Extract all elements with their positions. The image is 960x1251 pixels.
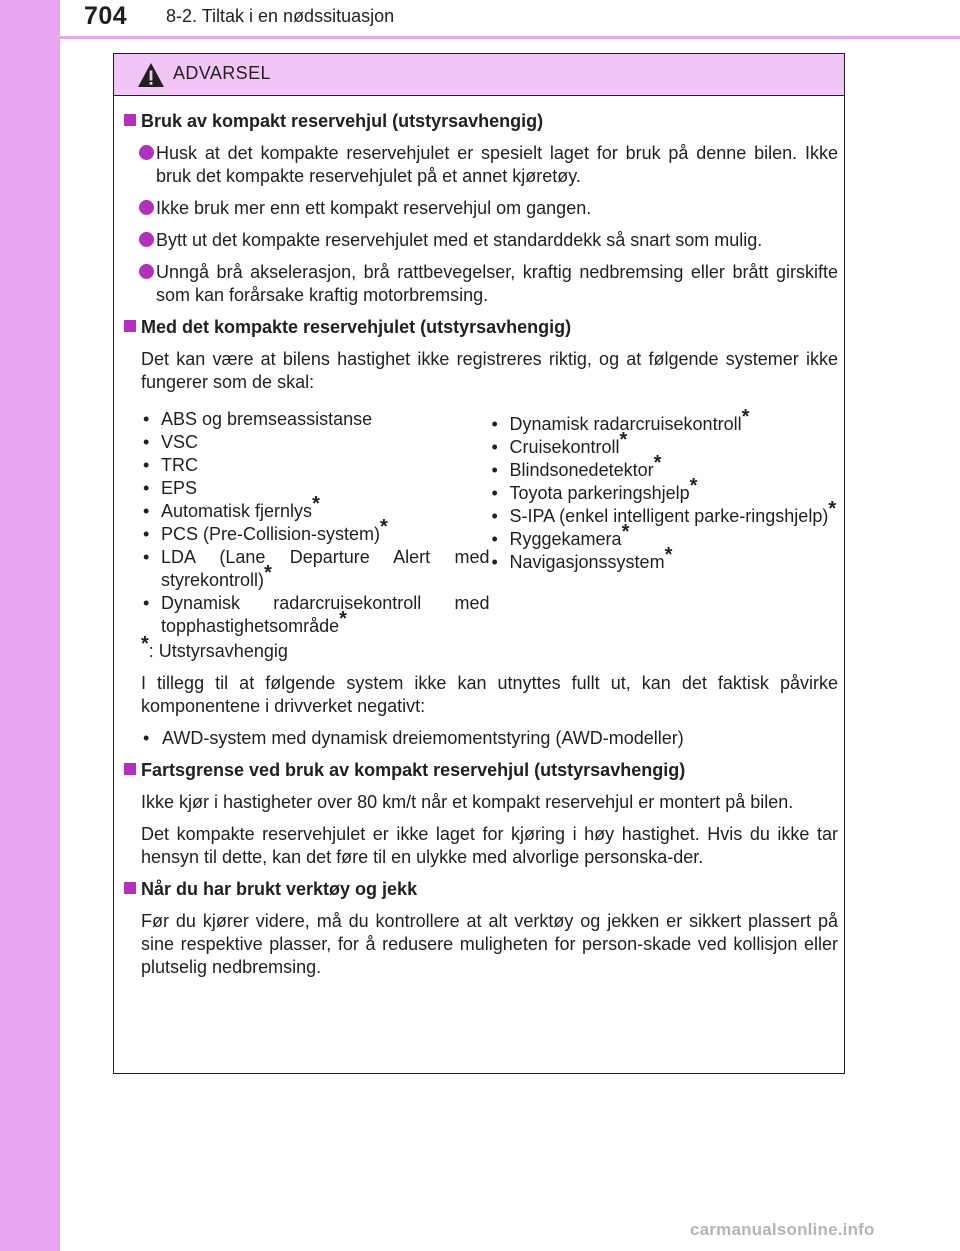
list-item: • ABS og bremseassistanse <box>143 409 373 429</box>
page-margin-band <box>0 0 60 1251</box>
left-column <box>141 408 490 638</box>
list-item: • LDA (Lane Departure Alert med styrekontroll)* <box>143 547 490 590</box>
footnote-star: * <box>380 516 388 538</box>
footnote-star: * <box>664 544 673 566</box>
warning-label: ADVARSEL <box>173 63 271 83</box>
footnote-star: * <box>619 429 628 451</box>
warning-content <box>124 110 838 988</box>
footnote-star: * <box>264 562 272 584</box>
paragraph: Det kan være at bilens hastighet ikke registreres riktig, og at følgende systemer ikke fungerer som de skal: <box>141 349 838 392</box>
header-divider <box>60 36 960 39</box>
footnote-star: * <box>312 493 320 515</box>
section-heading: Når du har brukt verktøy og jekk <box>124 878 838 901</box>
warning-triangle-icon <box>137 62 165 88</box>
square-bullet-icon <box>124 114 136 126</box>
section-heading: Bruk av kompakt reservehjul (utstyrsavhengig) <box>124 110 838 133</box>
warning-box <box>113 53 845 1074</box>
affected-systems-list <box>124 408 838 638</box>
square-bullet-icon <box>124 882 136 894</box>
footnote-star: * <box>653 452 662 474</box>
drivetrain-list <box>124 727 838 750</box>
list-item: • Blindsonedetektor* <box>491 452 662 480</box>
circle-bullet-icon <box>139 145 154 160</box>
list-item: • Dynamisk radarcruisekontroll med topphastighetsområde* <box>143 593 490 636</box>
list-item: • Toyota parkeringshjelp* <box>491 475 698 503</box>
list-item: • AWD-system med dynamisk dreiemomentstyring (AWD-modeller) <box>143 728 684 748</box>
section-heading: Med det kompakte reservehjulet (utstyrsavhengig) <box>124 316 838 339</box>
list-item: • Cruisekontroll* <box>491 429 628 457</box>
list-item: • Dynamisk radarcruisekontroll* <box>491 406 750 434</box>
paragraph: I tillegg til at følgende system ikke kan utnyttes fullt ut, kan det faktisk påvirke komponentene i drivverket negativt: <box>141 673 838 716</box>
page-number: 704 <box>84 2 128 30</box>
list-item: • Automatisk fjernlys* <box>143 493 320 521</box>
list-item: Unngå brå akselerasjon, brå rattbevegelser, kraftig nedbremsing eller brått girskifte som kan forårsake kraftig motorbremsing. <box>124 261 838 307</box>
square-bullet-icon <box>124 320 136 332</box>
list-item: • EPS <box>143 478 198 498</box>
list-item: • S-IPA (enkel intelligent parke-ringshjelp)* <box>491 498 837 526</box>
footnote-star: * <box>689 475 698 497</box>
circle-bullet-icon <box>139 200 154 215</box>
paragraph: Før du kjører videre, må du kontrollere at alt verktøy og jekken er sikkert plassert på sine respektive plasser, for å redusere muligheten for person-skade ved kollisjon eller plutselig nedbremsing. <box>141 911 838 977</box>
list-item: Husk at det kompakte reservehjulet er spesielt laget for bruk på denne bilen. Ikke bruk det kompakte reservehjulet på et annet kjøretøy. <box>124 142 838 188</box>
circle-bullet-icon <box>139 232 154 247</box>
square-bullet-icon <box>124 763 136 775</box>
paragraph: Ikke kjør i hastigheter over 80 km/t når et kompakt reservehjul er montert på bilen. <box>141 792 794 812</box>
footnote-star: * <box>339 608 347 630</box>
watermark: carmanualsonline.info <box>690 1220 875 1239</box>
list-item: • Navigasjonssystem* <box>491 544 673 572</box>
list-item: Ikke bruk mer enn ett kompakt reservehjul om gangen. <box>124 197 838 220</box>
warning-header <box>114 54 844 96</box>
right-column <box>490 408 839 638</box>
footnote-star: * <box>828 498 837 520</box>
footnote-star: * <box>621 521 630 543</box>
list-item: • PCS (Pre-Collision-system)* <box>143 516 388 544</box>
circle-bullet-icon <box>139 264 154 279</box>
list-item: Bytt ut det kompakte reservehjulet med et standarddekk så snart som mulig. <box>124 229 838 252</box>
list-item: • VSC <box>143 432 199 452</box>
footnote: *: Utstyrsavhengig <box>141 633 288 661</box>
list-item: • Ryggekamera* <box>491 521 630 549</box>
list-item: • TRC <box>143 455 198 475</box>
chapter-title: 8-2. Tiltak i en nødssituasjon <box>166 6 395 26</box>
paragraph: Det kompakte reservehjulet er ikke laget for kjøring i høy hastighet. Hvis du ikke tar hensyn til dette, kan det føre til en ulykke med alvorlige personska-der. <box>141 824 838 867</box>
section-heading: Fartsgrense ved bruk av kompakt reservehjul (utstyrsavhengig) <box>124 759 838 782</box>
footnote-star: * <box>741 406 750 428</box>
